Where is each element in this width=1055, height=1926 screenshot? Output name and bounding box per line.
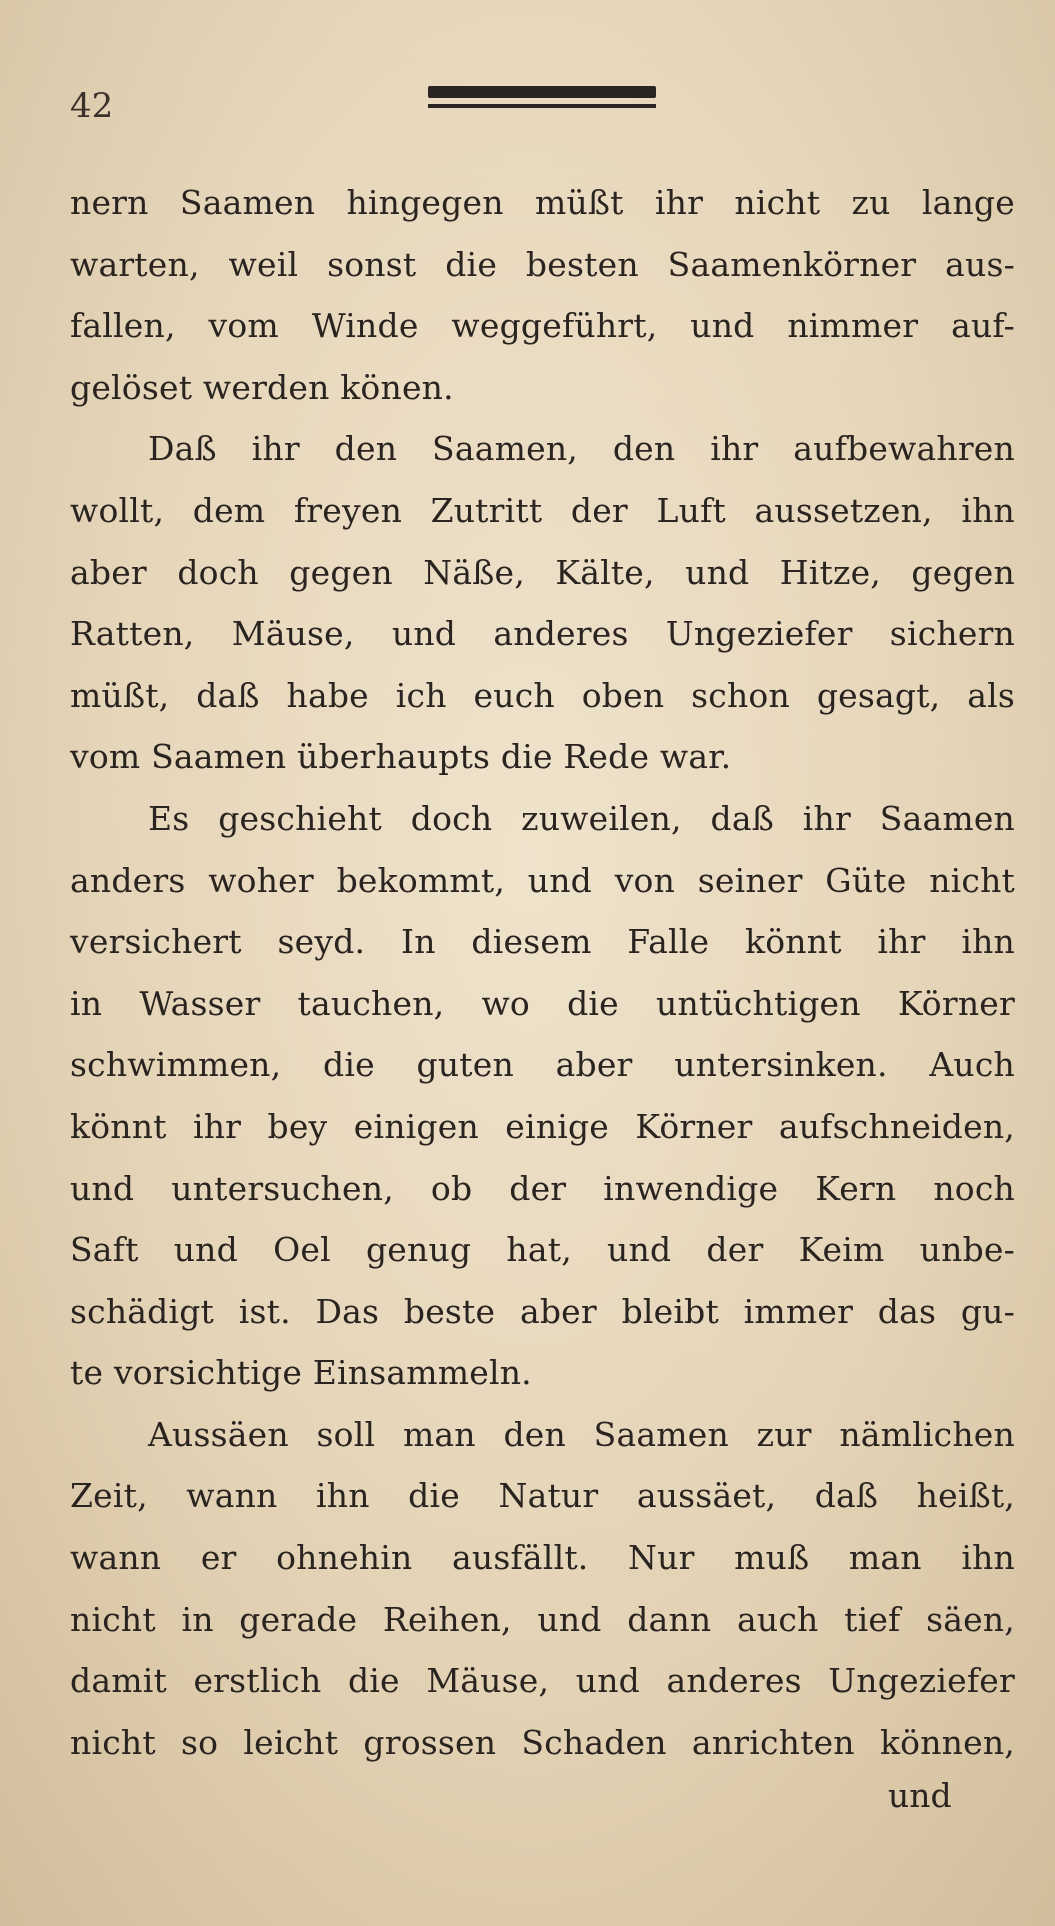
text-line: Zeit, wann ihn die Natur aussäet, daß heißt, [70, 1476, 1015, 1516]
text-line: gelöset werden könen. [70, 367, 454, 407]
text-line: versichert seyd. In diesem Falle könnt ihr ihn [70, 922, 1015, 962]
text-line: schädigt ist. Das beste aber bleibt immer das gu- [70, 1291, 1015, 1331]
text-line: wollt, dem freyen Zutritt der Luft aussetzen, ihn [70, 490, 1015, 530]
text-line: und untersuchen, ob der inwendige Kern noch [70, 1168, 1015, 1208]
text-line: nicht so leicht grossen Schaden anrichten können, [70, 1722, 1015, 1762]
page-number: 42 [70, 86, 114, 126]
text-line: könnt ihr bey einigen einige Körner aufschneiden, [70, 1106, 1015, 1146]
text-line: anders woher bekommt, und von seiner Güte nicht [70, 860, 1015, 900]
paragraph-first-line: Aussäen soll man den Saamen zur nämlichen [148, 1414, 1015, 1454]
header-rule [428, 86, 656, 112]
text-line: Ratten, Mäuse, und anderes Ungeziefer sichern [70, 614, 1015, 654]
text-line: fallen, vom Winde weggeführt, und nimmer auf- [70, 306, 1015, 346]
text-line: aber doch gegen Näße, Kälte, und Hitze, gegen [70, 552, 1015, 592]
text-line: vom Saamen überhaupts die Rede war. [70, 737, 732, 777]
paragraph-first-line: Es geschieht doch zuweilen, daß ihr Saamen [148, 798, 1015, 838]
text-line: Saft und Oel genug hat, und der Keim unbe- [70, 1230, 1015, 1270]
text-line: nern Saamen hingegen müßt ihr nicht zu lange [70, 183, 1015, 222]
body-text [70, 172, 1015, 1773]
text-line: schwimmen, die guten aber untersinken. Auch [70, 1045, 1015, 1085]
text-line: müßt, daß habe ich euch oben schon gesagt, als [70, 675, 1015, 715]
header-rule-thin [428, 104, 656, 108]
text-line: warten, weil sonst die besten Saamenkörner aus- [70, 244, 1015, 284]
text-line: te vorsichtige Einsammeln. [70, 1353, 532, 1393]
text-line: in Wasser tauchen, wo die untüchtigen Körner [70, 983, 1015, 1023]
header-rule-thick [428, 86, 656, 98]
text-line: wann er ohnehin ausfällt. Nur muß man ihn [70, 1538, 1015, 1578]
catchword: und [888, 1776, 952, 1815]
text-line: nicht in gerade Reihen, und dann auch tief säen, [70, 1599, 1015, 1639]
paragraph-first-line: Daß ihr den Saamen, den ihr aufbewahren [148, 429, 1015, 469]
text-line: damit erstlich die Mäuse, und anderes Ungeziefer [70, 1661, 1015, 1701]
